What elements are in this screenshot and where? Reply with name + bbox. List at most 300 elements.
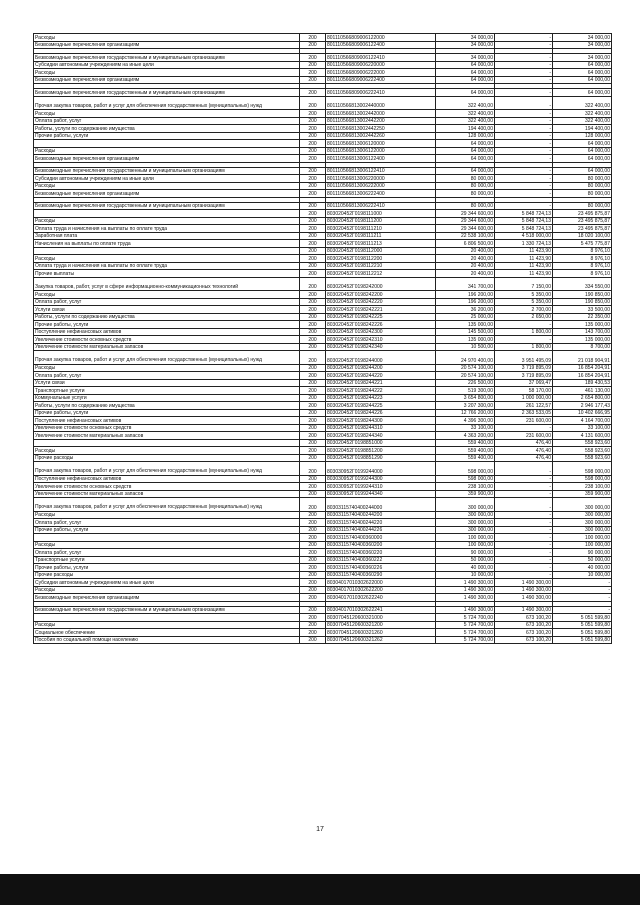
row-rest: 80 000,00 <box>553 202 612 210</box>
row-name: Расходы <box>34 291 300 299</box>
row-exec: - <box>495 182 553 190</box>
row-kbk: 803030952Г0199244340 <box>326 490 436 498</box>
row-plan: 80 000,00 <box>436 190 495 198</box>
row-rest: - <box>553 606 612 614</box>
row-exec: - <box>495 490 553 498</box>
row-name <box>34 534 300 542</box>
row-code: 200 <box>300 76 326 84</box>
row-name: Прочие расходы <box>34 454 300 462</box>
row-name: Оплата труда и начисления на выплаты по оплате труда <box>34 225 300 233</box>
row-plan: 5 724 700,00 <box>436 621 495 629</box>
row-exec: 3 951 495,09 <box>495 351 553 365</box>
row-name: Расходы <box>34 69 300 77</box>
table-row <box>34 439 612 447</box>
row-kbk: 801110566813006122400 <box>326 155 436 163</box>
row-code: 200 <box>300 549 326 557</box>
row-code: 200 <box>300 277 326 291</box>
table-row <box>34 629 612 637</box>
row-rest: 64 000,00 <box>553 167 612 175</box>
row-plan: 5 724 700,00 <box>436 614 495 622</box>
row-name: Оплата работ, услуг <box>34 298 300 306</box>
row-name: Оплата работ, услуг <box>34 519 300 527</box>
row-rest: 598 000,00 <box>553 462 612 476</box>
row-name: Субсидии автономным учреждениям на иные цели <box>34 175 300 183</box>
table-row <box>34 424 612 432</box>
row-kbk: 801110566813006122410 <box>326 167 436 175</box>
row-plan: 29 344 600,00 <box>436 217 495 225</box>
row-exec: 11 423,90 <box>495 270 553 278</box>
row-exec: - <box>495 519 553 527</box>
row-code: 200 <box>300 387 326 395</box>
row-rest: 8 700,00 <box>553 343 612 351</box>
table-row <box>34 182 612 190</box>
row-kbk: 801110566813006222000 <box>326 182 436 190</box>
row-kbk: 80307045120600321260 <box>326 629 436 637</box>
row-plan: 135 000,00 <box>436 336 495 344</box>
row-kbk: 803020452Г0198244310 <box>326 424 436 432</box>
row-code: 200 <box>300 372 326 380</box>
row-exec: - <box>495 117 553 125</box>
row-rest: 50 000,00 <box>553 556 612 564</box>
row-rest: 64 000,00 <box>553 155 612 163</box>
row-rest: 322 400,00 <box>553 117 612 125</box>
row-name: Поступление нефинансовых активов <box>34 417 300 425</box>
table-row <box>34 483 612 491</box>
row-code: 200 <box>300 343 326 351</box>
row-plan: 128 000,00 <box>436 132 495 140</box>
row-kbk: 803020452Г0198244225 <box>326 402 436 410</box>
row-name: Услуги связи <box>34 306 300 314</box>
row-exec: - <box>495 41 553 49</box>
row-exec: - <box>495 321 553 329</box>
row-plan: 64 000,00 <box>436 140 495 148</box>
row-exec: - <box>495 110 553 118</box>
row-name: Работы, услуги по содержанию имущества <box>34 402 300 410</box>
row-rest: 21 018 904,91 <box>553 351 612 365</box>
row-code: 200 <box>300 262 326 270</box>
row-exec: - <box>495 526 553 534</box>
table-row <box>34 140 612 148</box>
row-kbk: 803030952Г0199244300 <box>326 475 436 483</box>
row-name <box>34 498 300 512</box>
table-row <box>34 167 612 175</box>
table-row <box>34 298 612 306</box>
row-exec: - <box>495 336 553 344</box>
row-kbk: 803020452Г0198112212 <box>326 270 436 278</box>
row-code: 200 <box>300 61 326 69</box>
row-rest: 23 495 875,87 <box>553 217 612 225</box>
row-name: Оплата работ, услуг <box>34 117 300 125</box>
row-exec: 476,40 <box>495 447 553 455</box>
table-row <box>34 556 612 564</box>
row-plan: 34 000,00 <box>436 41 495 49</box>
row-kbk: 80303115740400360290 <box>326 571 436 579</box>
row-code: 200 <box>300 89 326 97</box>
row-rest: 461 130,00 <box>553 387 612 395</box>
row-code: 200 <box>300 182 326 190</box>
table-row <box>34 110 612 118</box>
row-exec: 5 848 724,13 <box>495 217 553 225</box>
row-exec: 37 069,47 <box>495 379 553 387</box>
row-exec: - <box>495 69 553 77</box>
row-plan: 300 000,00 <box>436 498 495 512</box>
row-rest: 5 051 599,80 <box>553 636 612 644</box>
row-exec: - <box>495 76 553 84</box>
row-plan: 226 500,00 <box>436 379 495 387</box>
row-kbk: 803020452Г0198111210 <box>326 225 436 233</box>
table-row <box>34 549 612 557</box>
row-plan: 5 724 700,00 <box>436 636 495 644</box>
row-exec: 4 518 000,00 <box>495 232 553 240</box>
row-rest: 40 000,00 <box>553 564 612 572</box>
row-plan: 598 000,00 <box>436 462 495 476</box>
row-rest: 33 100,00 <box>553 424 612 432</box>
table-row <box>34 225 612 233</box>
row-name-text: Закупка товаров, работ, услуг в сфере информационно-коммуникационных технологий <box>35 283 239 290</box>
row-rest: 23 495 875,87 <box>553 225 612 233</box>
row-plan: 4 396 300,00 <box>436 417 495 425</box>
row-plan: 36 200,00 <box>436 306 495 314</box>
row-name: Транспортные услуги <box>34 556 300 564</box>
row-kbk: 80303115740400360000 <box>326 534 436 542</box>
row-rest: 64 000,00 <box>553 140 612 148</box>
row-kbk: 801110566813002442250 <box>326 125 436 133</box>
table-row <box>34 217 612 225</box>
row-name <box>34 96 300 110</box>
row-name <box>34 210 300 218</box>
row-code: 200 <box>300 454 326 462</box>
row-plan: 100 000,00 <box>436 541 495 549</box>
row-code: 200 <box>300 519 326 527</box>
table-row <box>34 579 612 587</box>
row-code: 200 <box>300 117 326 125</box>
row-rest: 189 430,53 <box>553 379 612 387</box>
row-kbk: 803020452Г0198244222 <box>326 387 436 395</box>
row-code: 200 <box>300 110 326 118</box>
row-plan: 80 000,00 <box>436 175 495 183</box>
row-kbk: 801110566809006222410 <box>326 89 436 97</box>
table-row <box>34 321 612 329</box>
row-plan: 33 100,00 <box>436 424 495 432</box>
row-kbk: 803020452Г0198242226 <box>326 321 436 329</box>
row-exec: 231 600,00 <box>495 417 553 425</box>
row-exec: 5 350,00 <box>495 291 553 299</box>
row-plan: 559 400,00 <box>436 439 495 447</box>
row-plan: 300 000,00 <box>436 511 495 519</box>
row-name: Субсидии автономным учреждениям на иные цели <box>34 579 300 587</box>
table-row <box>34 571 612 579</box>
table-row <box>34 240 612 248</box>
row-code: 200 <box>300 270 326 278</box>
row-exec: 1 490 300,00 <box>495 586 553 594</box>
row-name: Безвозмездные перечисления организациям <box>34 190 300 198</box>
row-exec: - <box>495 132 553 140</box>
row-code: 200 <box>300 606 326 614</box>
table-row <box>34 76 612 84</box>
row-plan: 64 000,00 <box>436 167 495 175</box>
row-code: 200 <box>300 34 326 42</box>
row-rest: 64 000,00 <box>553 147 612 155</box>
row-plan: 3 207 300,00 <box>436 402 495 410</box>
row-code: 200 <box>300 41 326 49</box>
row-exec: 11 423,90 <box>495 255 553 263</box>
row-name: Расходы <box>34 182 300 190</box>
row-rest: 80 000,00 <box>553 182 612 190</box>
row-plan: 64 000,00 <box>436 69 495 77</box>
row-name: Субсидии автономным учреждениям на иные цели <box>34 61 300 69</box>
row-code: 200 <box>300 394 326 402</box>
row-kbk: 803020452Г0198111211 <box>326 232 436 240</box>
table-body <box>34 34 612 644</box>
row-kbk: 80307045120600321000 <box>326 614 436 622</box>
row-name: Увеличение стоимости основных средств <box>34 424 300 432</box>
row-kbk: 80303115740400360220 <box>326 549 436 557</box>
row-name: Услуги связи <box>34 379 300 387</box>
row-exec: - <box>495 511 553 519</box>
row-exec: 5 848 724,13 <box>495 225 553 233</box>
row-exec: - <box>495 549 553 557</box>
table-row <box>34 155 612 163</box>
row-exec: 11 423,90 <box>495 247 553 255</box>
row-code: 200 <box>300 483 326 491</box>
row-kbk: 801110566809006220000 <box>326 61 436 69</box>
row-kbk: 803020452Г0198244226 <box>326 409 436 417</box>
row-plan: 194 400,00 <box>436 125 495 133</box>
row-plan: 22 538 100,00 <box>436 232 495 240</box>
row-plan: 20 574 100,00 <box>436 372 495 380</box>
row-name: Расходы <box>34 541 300 549</box>
row-plan: 25 000,00 <box>436 313 495 321</box>
row-exec: - <box>495 571 553 579</box>
row-kbk: 801110566813002442260 <box>326 132 436 140</box>
row-name: Пособия по социальной помощи населению <box>34 636 300 644</box>
row-plan: 20 400,00 <box>436 270 495 278</box>
row-code: 200 <box>300 564 326 572</box>
row-kbk: 80304017010302622000 <box>326 579 436 587</box>
row-exec: 1 490 300,00 <box>495 594 553 602</box>
table-row <box>34 409 612 417</box>
row-name <box>34 247 300 255</box>
row-kbk: 801110566813002440000 <box>326 96 436 110</box>
table-row <box>34 313 612 321</box>
row-rest: 8 976,10 <box>553 270 612 278</box>
row-plan: 238 100,00 <box>436 483 495 491</box>
row-code: 200 <box>300 217 326 225</box>
row-plan: 359 900,00 <box>436 490 495 498</box>
row-code: 200 <box>300 498 326 512</box>
row-code: 200 <box>300 475 326 483</box>
row-exec: 673 100,20 <box>495 629 553 637</box>
table-row <box>34 69 612 77</box>
row-plan: 64 000,00 <box>436 76 495 84</box>
row-rest: 558 923,60 <box>553 439 612 447</box>
row-name: Безвозмездные перечисления государственным и муниципальным организациям <box>34 89 300 97</box>
row-kbk: 803030952Г0199244310 <box>326 483 436 491</box>
row-name: Безвозмездные перечисления организациям <box>34 594 300 602</box>
table-row <box>34 351 612 365</box>
budget-execution-table <box>33 33 612 644</box>
row-name: Транспортные услуги <box>34 387 300 395</box>
table-row <box>34 61 612 69</box>
row-kbk: 803020452Г0198242300 <box>326 328 436 336</box>
table-row <box>34 526 612 534</box>
row-plan: 40 000,00 <box>436 564 495 572</box>
row-plan: 559 400,00 <box>436 447 495 455</box>
row-kbk: 803020452Г0198244220 <box>326 372 436 380</box>
row-name: Расходы <box>34 364 300 372</box>
row-name: Работы, услуги по содержанию имущества <box>34 313 300 321</box>
row-exec: - <box>495 167 553 175</box>
row-code: 200 <box>300 125 326 133</box>
row-name: Расходы <box>34 447 300 455</box>
row-code: 200 <box>300 409 326 417</box>
row-rest: 34 000,00 <box>553 41 612 49</box>
row-plan: 341 700,00 <box>436 277 495 291</box>
row-code: 200 <box>300 210 326 218</box>
row-rest: 190 850,00 <box>553 291 612 299</box>
row-exec: 3 719 895,09 <box>495 372 553 380</box>
row-exec: - <box>495 475 553 483</box>
row-code: 200 <box>300 621 326 629</box>
row-exec: - <box>495 556 553 564</box>
row-exec: 7 150,00 <box>495 277 553 291</box>
row-rest: 5 475 775,87 <box>553 240 612 248</box>
row-kbk: 803020452Г0198242221 <box>326 306 436 314</box>
row-code: 200 <box>300 586 326 594</box>
row-code: 200 <box>300 490 326 498</box>
row-kbk: 803020452Г0198244223 <box>326 394 436 402</box>
row-code: 200 <box>300 351 326 365</box>
row-code: 200 <box>300 321 326 329</box>
row-kbk: 80303115740400244220 <box>326 519 436 527</box>
row-name: Прочие работы, услуги <box>34 321 300 329</box>
row-kbk: 80303115740400360226 <box>326 564 436 572</box>
row-plan: 100 000,00 <box>436 534 495 542</box>
row-exec: - <box>495 534 553 542</box>
row-code: 200 <box>300 96 326 110</box>
row-rest: 4 131 600,00 <box>553 432 612 440</box>
row-rest: 8 976,10 <box>553 262 612 270</box>
table-row <box>34 447 612 455</box>
row-plan: 196 200,00 <box>436 291 495 299</box>
row-plan: 64 000,00 <box>436 61 495 69</box>
table-row <box>34 41 612 49</box>
row-plan: 1 490 300,00 <box>436 594 495 602</box>
table-row <box>34 277 612 291</box>
row-exec: 11 423,90 <box>495 262 553 270</box>
row-name: Увеличение стоимости материальных запасов <box>34 343 300 351</box>
row-name: Оплата труда и начисления на выплаты по оплате труда <box>34 262 300 270</box>
row-exec: 476,40 <box>495 439 553 447</box>
row-rest: 5 051 599,80 <box>553 614 612 622</box>
row-rest: 64 000,00 <box>553 69 612 77</box>
row-kbk: 80304017010302622240 <box>326 594 436 602</box>
row-code: 200 <box>300 534 326 542</box>
row-exec: 58 170,00 <box>495 387 553 395</box>
row-code: 200 <box>300 155 326 163</box>
table-row <box>34 636 612 644</box>
row-plan: 322 400,00 <box>436 96 495 110</box>
table-row <box>34 255 612 263</box>
table-row <box>34 462 612 476</box>
row-name: Безвозмездные перечисления государственным и муниципальным организациям <box>34 606 300 614</box>
row-exec: 1 000 000,00 <box>495 394 553 402</box>
row-rest: 135 000,00 <box>553 336 612 344</box>
row-name <box>34 614 300 622</box>
row-rest: 8 976,10 <box>553 255 612 263</box>
table-row <box>34 364 612 372</box>
row-name: Расходы <box>34 217 300 225</box>
row-plan: 6 806 500,00 <box>436 240 495 248</box>
row-rest: 238 100,00 <box>553 483 612 491</box>
row-rest: - <box>553 579 612 587</box>
row-rest: 598 000,00 <box>553 475 612 483</box>
row-name: Расходы <box>34 511 300 519</box>
table-row <box>34 417 612 425</box>
row-name: Безвозмездные перечисления организациям <box>34 155 300 163</box>
row-code: 200 <box>300 313 326 321</box>
row-exec: - <box>495 34 553 42</box>
row-code: 200 <box>300 594 326 602</box>
row-exec: - <box>495 498 553 512</box>
row-kbk: 801110566809006122410 <box>326 54 436 62</box>
row-exec: 1 490 300,00 <box>495 606 553 614</box>
row-kbk: 801110566813002442200 <box>326 117 436 125</box>
table-row <box>34 247 612 255</box>
row-exec: 1 330 724,13 <box>495 240 553 248</box>
row-rest: 33 500,00 <box>553 306 612 314</box>
row-kbk: 803020452Г0198242000 <box>326 277 436 291</box>
row-name: Поступление нефинансовых активов <box>34 475 300 483</box>
row-plan: 598 000,00 <box>436 475 495 483</box>
table-row <box>34 564 612 572</box>
row-kbk: 803020452Г0198112210 <box>326 262 436 270</box>
row-code: 200 <box>300 417 326 425</box>
table-row <box>34 387 612 395</box>
row-plan: 10 000,00 <box>436 571 495 579</box>
row-rest: 18 020 100,00 <box>553 232 612 240</box>
row-code: 200 <box>300 255 326 263</box>
row-name: Работы, услуги по содержанию имущества <box>34 125 300 133</box>
row-name: Прочие работы, услуги <box>34 409 300 417</box>
table-row <box>34 210 612 218</box>
row-exec: - <box>495 147 553 155</box>
row-rest: 300 000,00 <box>553 519 612 527</box>
row-name <box>34 140 300 148</box>
row-plan: 559 400,00 <box>436 454 495 462</box>
row-exec: 1 800,00 <box>495 328 553 336</box>
row-plan: 145 500,00 <box>436 328 495 336</box>
row-kbk: 801110566813006220000 <box>326 175 436 183</box>
row-rest: 64 000,00 <box>553 89 612 97</box>
row-exec: 2 363 533,05 <box>495 409 553 417</box>
row-name: Расходы <box>34 110 300 118</box>
row-exec: - <box>495 424 553 432</box>
row-plan: 34 000,00 <box>436 34 495 42</box>
table-row <box>34 125 612 133</box>
row-code: 200 <box>300 132 326 140</box>
row-code: 200 <box>300 167 326 175</box>
row-plan: 135 000,00 <box>436 321 495 329</box>
row-exec: - <box>495 54 553 62</box>
row-kbk: 801110566809006122000 <box>326 34 436 42</box>
row-rest: 90 000,00 <box>553 549 612 557</box>
table-row <box>34 490 612 498</box>
row-code: 200 <box>300 636 326 644</box>
row-kbk: 801110566813006122000 <box>326 147 436 155</box>
row-exec: 5 848 724,13 <box>495 210 553 218</box>
row-rest: 34 000,00 <box>553 54 612 62</box>
